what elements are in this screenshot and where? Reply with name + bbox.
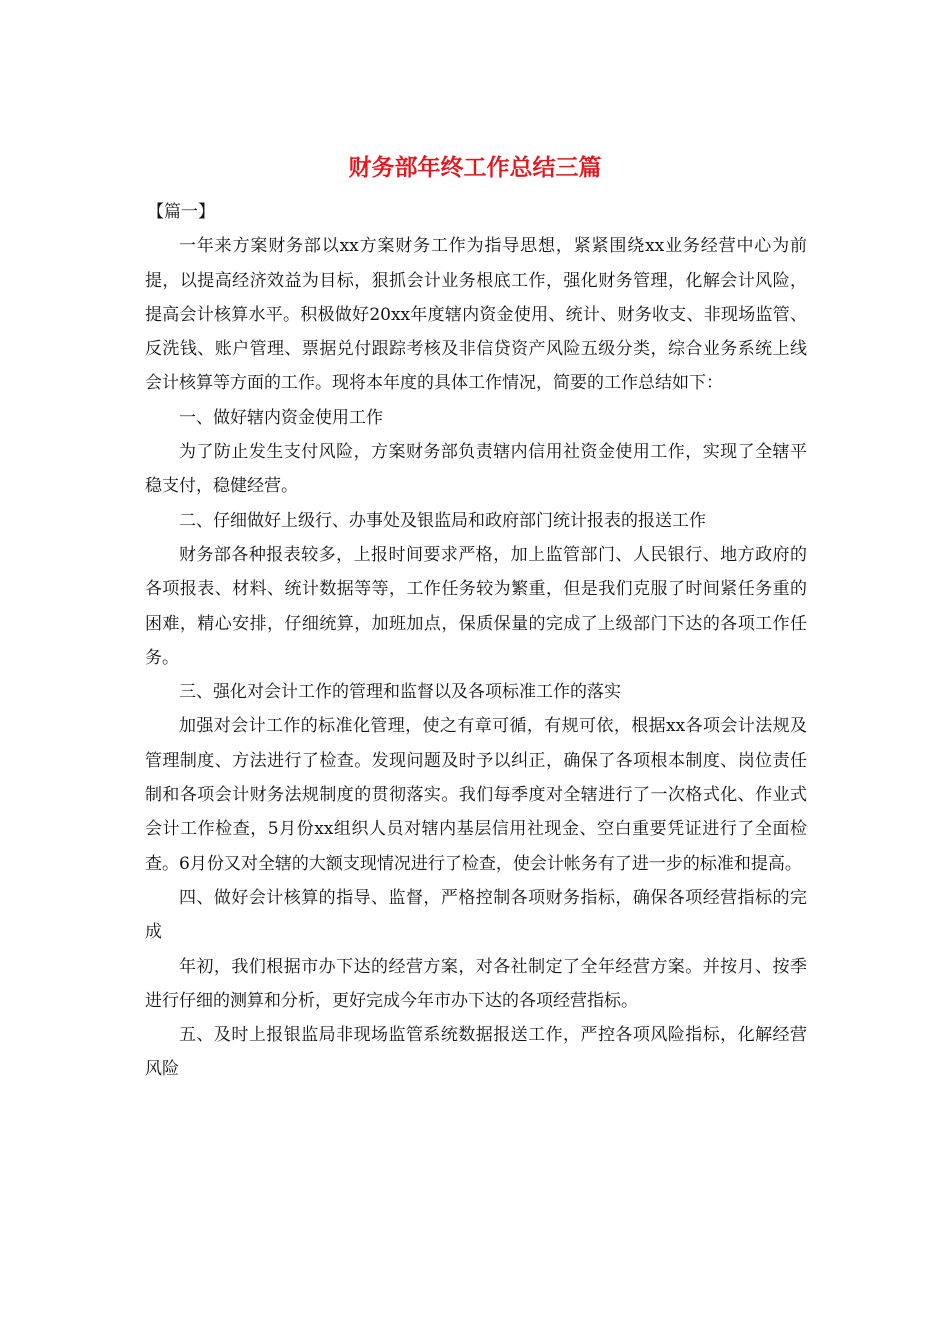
section-heading-4: 四、做好会计核算的指导、监督，严格控制各项财务指标，确保各项经营指标的完成 [145,887,807,943]
document-title: 财务部年终工作总结三篇 [348,154,602,181]
section-heading-2: 二、仔细做好上级行、办事处及银监局和政府部门统计报表的报送工作 [179,510,706,531]
section-heading-1: 一、做好辖内资金使用工作 [179,407,383,428]
paragraph-2: 财务部各种报表较多，上报时间要求严格，加上监管部门、人民银行、地方政府的各项报表、材料、统计数据等等，工作任务较为繁重，但是我们克服了时间紧任务重的困难，精心安排，仔细统算，加班加点，保质保量的完成了上级部门下达的各项工作任务。 [145,544,807,668]
paragraph-4: 年初，我们根据市办下达的经营方案，对各社制定了全年经营方案。并按月、按季进行仔细的测算和分析，更好完成今年市办下达的各项经营指标。 [145,956,807,1011]
paragraph-1: 为了防止发生支付风险，方案财务部负责辖内信用社资金使用工作，实现了全辖平稳支付，稳健经营。 [145,442,807,497]
intro-paragraph: 一年来方案财务部以xx方案财务工作为指导思想，紧紧围绕xx业务经营中心为前提，以提高经济效益为目标，狠抓会计业务根底工作，强化财务管理，化解会计风险，提高会计核算水平。积极做好20xx年度辖内资金使用、统计、财务收支、非现场监管、反洗钱、账户管理、票据兑付跟踪考核及非信贷资产风险五级分类，综合业务系统上线会计核算等方面的工作。现将本年度的具体工作情况，简要的工作总结如下： [145,236,807,394]
document-body [145,195,807,1087]
paragraph-3: 加强对会计工作的标准化管理，使之有章可循，有规可依，根据xx各项会计法规及管理制度、方法进行了检查。发现问题及时予以纠正，确保了各项根本制度、岗位责任制和各项会计财务法规制度的贯彻落实。我们每季度对全辖进行了一次格式化、作业式会计工作检查，5月份xx组织人员对辖内基层信用社现金、空白重要凭证进行了全面检查。6月份又对全辖的大额支现情况进行了检查，使会计帐务有了进一步的标准和提高。 [145,716,807,874]
section-heading-3: 三、强化对会计工作的管理和监督以及各项标准工作的落实 [179,682,621,703]
section-heading-5: 五、及时上报银监局非现场监管系统数据报送工作，严控各项风险指标，化解经营风险 [145,1025,807,1080]
section-label: 【篇一】 [147,202,215,222]
